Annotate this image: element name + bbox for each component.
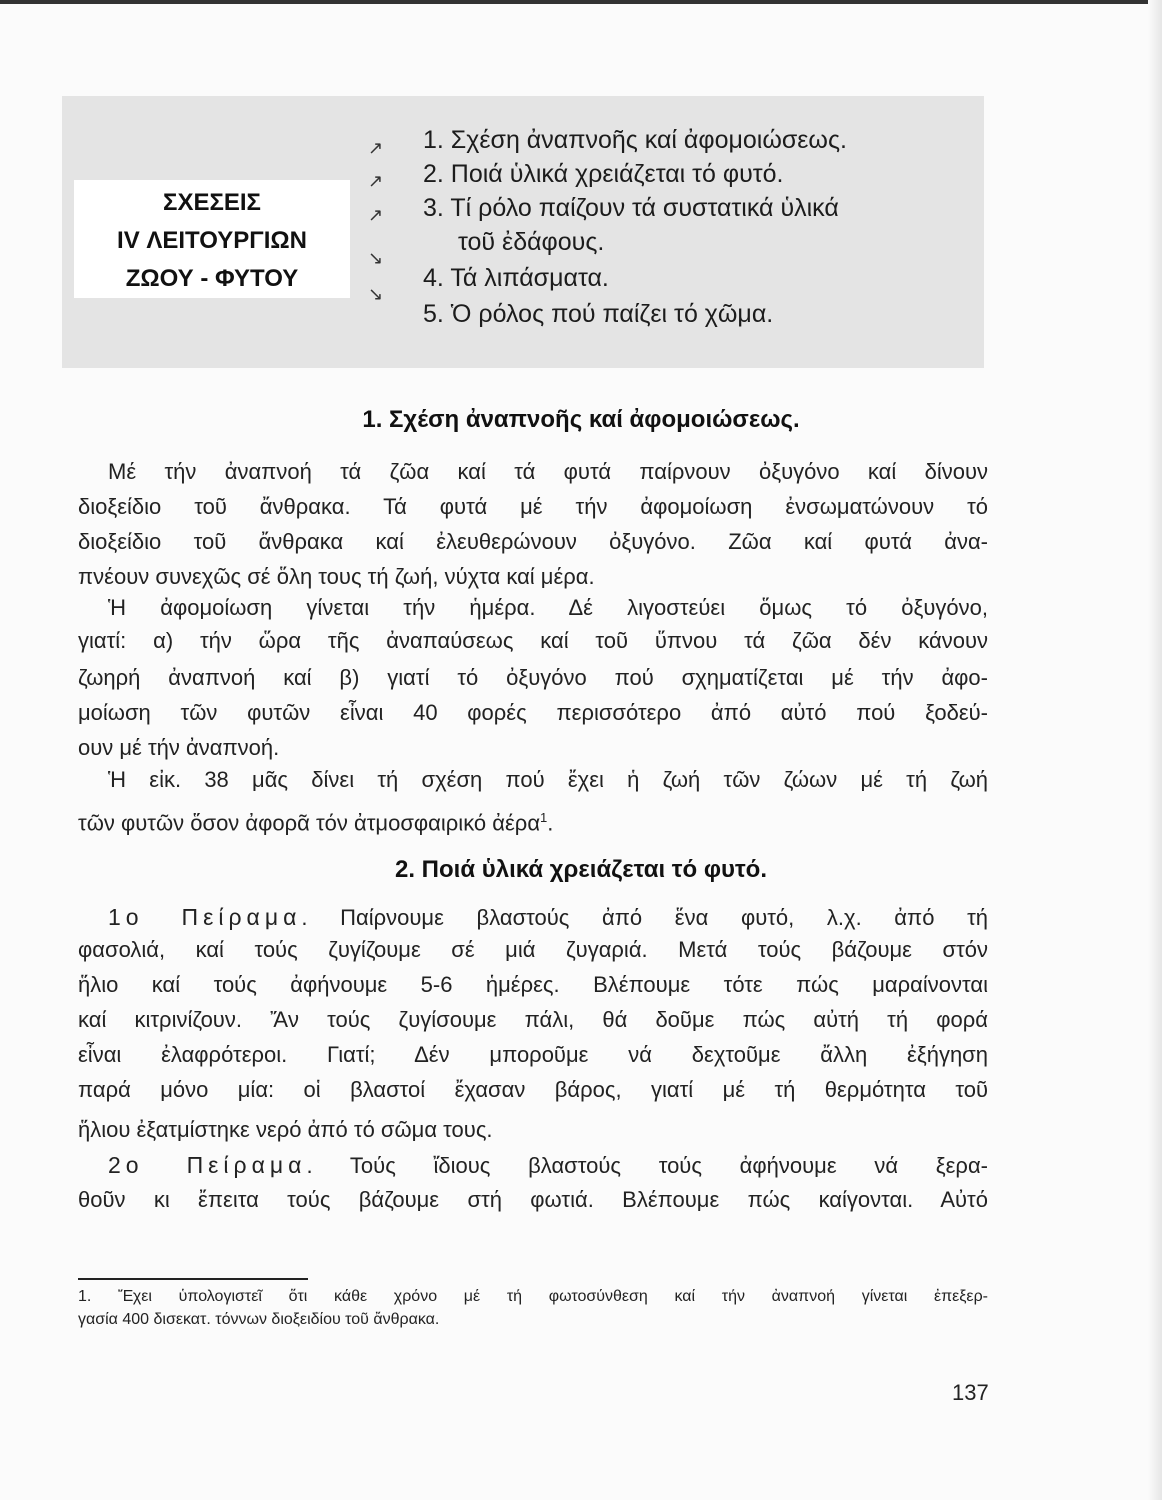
- arrow-up-right-icon: ↗: [368, 171, 384, 191]
- footnote-divider: [78, 1278, 308, 1280]
- paragraph-line: μοίωση τῶν φυτῶν εἶναι 40 φορές περισσότερο ἀπό αὐτό πού ξοδεύ-: [78, 700, 988, 725]
- paragraph-line: τῶν φυτῶν ὅσον ἀφορᾶ τόν ἀτμοσφαιρικό ἀέρα$^1$.: [78, 810, 554, 836]
- chapter-title-line: ΖΩΟΥ - ΦΥΤΟΥ: [125, 265, 299, 292]
- paragraph-line: φασολιά, καί τούς ζυγίζουμε σέ μιά ζυγαριά. Μετά τούς βάζουμε στόν: [78, 937, 988, 962]
- topic-item: 4. Τά λιπάσματα.: [423, 264, 609, 292]
- arrow-up-right-icon: ↗: [368, 138, 384, 158]
- paragraph-line: [108, 903, 988, 932]
- paragraph-line: διοξείδιο τοῦ ἄνθρακα. Τά φυτά μέ τήν ἀφομοίωση ἐνσωματώνουν τό: [78, 494, 988, 519]
- paragraph-line: ουν μέ τήν ἀναπνοή.: [78, 735, 280, 760]
- paragraph-line: διοξείδιο τοῦ ἄνθρακα καί ἐλευθερώνουν ὀξυγόνο. Ζῶα καί φυτά ἀνα-: [78, 529, 988, 554]
- experiment-label: 2ο Πείραμα: [108, 1152, 307, 1178]
- paragraph-text: τῶν φυτῶν ὅσον ἀφορᾶ τόν ἀτμοσφαιρικό ἀέρα: [78, 810, 541, 836]
- paragraph-line: πνέουν συνεχῶς σέ ὅλη τους τή ζωή, νύχτα καί μέρα.: [78, 564, 595, 589]
- paragraph-line: εἶναι ἐλαφρότεροι. Γιατί; Δέν μποροῦμε νά δεχτοῦμε ἄλλη ἐξήγηση: [78, 1042, 988, 1067]
- paragraph-text: . Παίρνουμε βλαστούς ἀπό ἕνα φυτό, λ.χ. ἀπό τή: [301, 905, 988, 930]
- topic-item: 2. Ποιά ὑλικά χρειάζεται τό φυτό.: [423, 160, 784, 188]
- paragraph-line: γιατί: α) τήν ὥρα τῆς ἀναπαύσεως καί τοῦ ὕπνου τά ζῶα δέν κάνουν: [78, 628, 988, 653]
- topic-item: 1. Σχέση ἀναπνοῆς καί ἀφομοιώσεως.: [423, 126, 847, 154]
- paragraph-line: παρά μόνο μία: οἱ βλαστοί ἔχασαν βάρος, γιατί μέ τή θερμότητα τοῦ: [78, 1077, 988, 1102]
- paragraph-line: Ἡ εἰκ. 38 μᾶς δίνει τή σχέση πού ἔχει ἡ ζωή τῶν ζώων μέ τή ζωή: [108, 767, 988, 792]
- scan-shadow: [1148, 0, 1162, 1500]
- chapter-title: [74, 180, 350, 298]
- chapter-title-line: IV ΛΕΙΤΟΥΡΓΙΩΝ: [117, 227, 307, 254]
- arrow-down-right-icon: ↘: [368, 284, 384, 304]
- paragraph-line: ἥλιο καί τούς ἀφήνουμε 5-6 ἡμέρες. Βλέπουμε τότε πώς μαραίνονται: [78, 972, 988, 997]
- section-heading: 1. Σχέση ἀναπνοῆς καί ἀφομοιώσεως.: [362, 406, 800, 433]
- topic-item: 3. Τί ρόλο παίζουν τά συστατικά ὑλικά: [423, 194, 839, 222]
- paragraph-line: [108, 1151, 988, 1180]
- scan-edge: [0, 0, 1162, 4]
- chapter-title-line: ΣΧΕΣΕΙΣ: [163, 189, 261, 216]
- topic-item: τοῦ ἐδάφους.: [458, 228, 605, 256]
- paragraph-line: καί κιτρινίζουν. Ἄν τούς ζυγίσουμε πάλι, θά δοῦμε πώς αὐτή τή φορά: [78, 1007, 988, 1032]
- arrow-up-right-icon: ↗: [368, 205, 384, 225]
- topic-item: 5. Ὁ ρόλος πού παίζει τό χῶμα.: [423, 300, 774, 328]
- page-number: 137: [952, 1380, 989, 1405]
- paragraph-line: Ἡ ἀφομοίωση γίνεται τήν ἡμέρα. Δέ λιγοστεύει ὅμως τό ὀξυγόνο,: [108, 595, 988, 620]
- paragraph-text: . Τούς ἴδιους βλαστούς τούς ἀφήνουμε νά ξερα-: [306, 1153, 988, 1178]
- paragraph-line: ζωηρή ἀναπνοή καί β) γιατί τό ὀξυγόνο πού σχηματίζεται μέ τήν ἀφο-: [78, 665, 988, 690]
- paragraph-line: Μέ τήν ἀναπνοή τά ζῶα καί τά φυτά παίρνουν ὀξυγόνο καί δίνουν: [108, 459, 988, 484]
- paragraph-line: θοῦν κι ἔπειτα τούς βάζουμε στή φωτιά. Βλέπουμε πώς καίγονται. Αὐτό: [78, 1187, 988, 1212]
- footnote-ref: 1: [540, 810, 548, 825]
- footnote-line: γασία 400 δισεκατ. τόννων διοξειδίου τοῦ ἄνθρακα.: [78, 1311, 440, 1328]
- footnote-line: 1. Ἔχει ὑπολογιστεῖ ὅτι κάθε χρόνο μέ τή φωτοσύνθεση καί τήν ἀναπνοή γίνεται ἐπεξερ-: [78, 1288, 988, 1305]
- experiment-label: 1ο Πείραμα: [108, 904, 302, 930]
- arrow-down-right-icon: ↘: [368, 248, 384, 268]
- paragraph-line: ἥλιου ἐξατμίστηκε νερό ἀπό τό σῶμα τους.: [78, 1117, 493, 1142]
- section-heading: 2. Ποιά ὑλικά χρειάζεται τό φυτό.: [394, 856, 768, 883]
